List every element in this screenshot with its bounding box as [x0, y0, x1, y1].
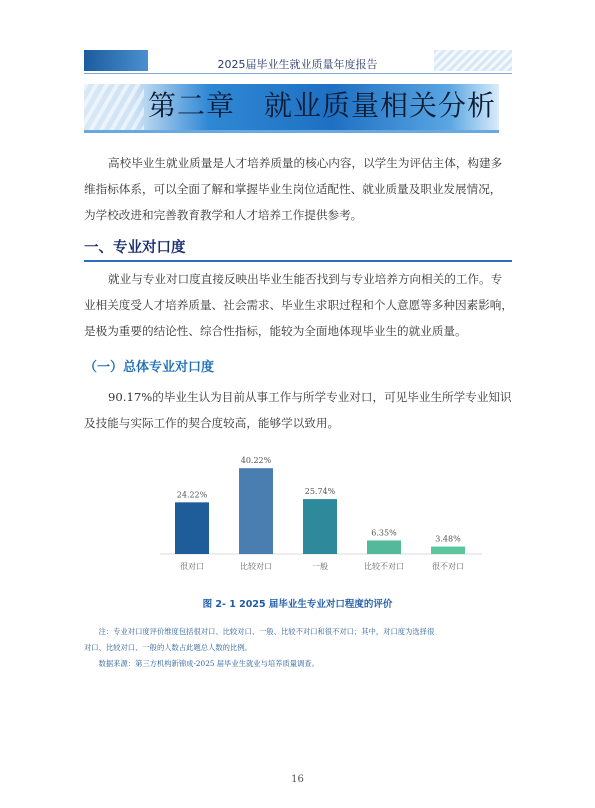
category-label: 很不对口: [432, 562, 464, 571]
bar-chart: [160, 448, 490, 576]
section-paragraph: [84, 266, 514, 344]
header-divider: [84, 73, 512, 74]
bar: [431, 547, 465, 554]
header-bar-right: [434, 50, 512, 71]
header-title: 2025届毕业生就业质量年度报告: [217, 58, 378, 71]
intro-line: 高校毕业生就业质量是人才培养质量的核心内容，以学生为评估主体，构建多: [108, 156, 503, 170]
note-line: 注：专业对口度评价维度包括很对口、比较对口、一般、比较不对口和很不对口；其中，对口度为选择很: [84, 627, 435, 636]
bar: [367, 540, 401, 554]
data-label: 3.48%: [435, 534, 461, 544]
data-label: 25.74%: [304, 487, 336, 497]
data-label: 6.35%: [371, 528, 397, 538]
page-number: 16: [291, 774, 304, 785]
section-heading: 一、专业对口度: [84, 240, 186, 256]
category-label: 比较对口: [240, 562, 272, 571]
figure-caption: 图 2- 1 2025 届毕业生专业对口程度的评价: [202, 599, 393, 610]
subsection-paragraph: [84, 384, 514, 436]
bar: [175, 502, 209, 554]
subsection-line-text: 及技能与实际工作的契合度较高，能够学以致用。: [84, 416, 340, 430]
intro-line: 维指标体系，可以全面了解和掌握毕业生岗位适配性、就业质量及职业发展情况，: [84, 182, 502, 196]
intro-line: 为学校改进和完善教育教学和人才培养工作提供参考。: [84, 208, 363, 222]
section-line-text: 业相关度受人才培养质量、社会需求、毕业生求职过程和个人意愿等多种因素影响，: [84, 298, 513, 312]
section-line-text: 是极为重要的结论性、综合性指标，能较为全面地体现毕业生的就业质量。: [84, 324, 467, 338]
subsection-heading: （一）总体专业对口度: [84, 360, 215, 375]
category-label: 很对口: [180, 562, 204, 571]
section-line-text: 就业与专业对口度直接反映出毕业生能否找到与专业培养方向相关的工作。专: [108, 272, 503, 286]
subsection-line-text: 90.17%的毕业生认为目前从事工作与所学专业对口，可见毕业生所学专业知识: [108, 390, 512, 404]
category-label: 一般: [312, 562, 328, 571]
section-underline: [84, 260, 512, 262]
figure-notes: [84, 624, 514, 672]
bar: [239, 468, 273, 554]
chapter-title: 第二章 就业质量相关分析: [148, 89, 497, 122]
bar: [303, 499, 337, 554]
data-label: 40.22%: [240, 456, 272, 466]
note-line: 对口、比较对口、一般的人数占此题总人数的比例。: [84, 643, 252, 652]
note-line: 数据来源：第三方机构新锦成-2025 届毕业生就业与培养质量调查。: [84, 659, 319, 668]
chapter-banner-decoration: [84, 84, 144, 130]
category-label: 比较不对口: [364, 562, 404, 571]
intro-paragraph: [84, 150, 514, 228]
data-label: 24.22%: [176, 490, 208, 500]
